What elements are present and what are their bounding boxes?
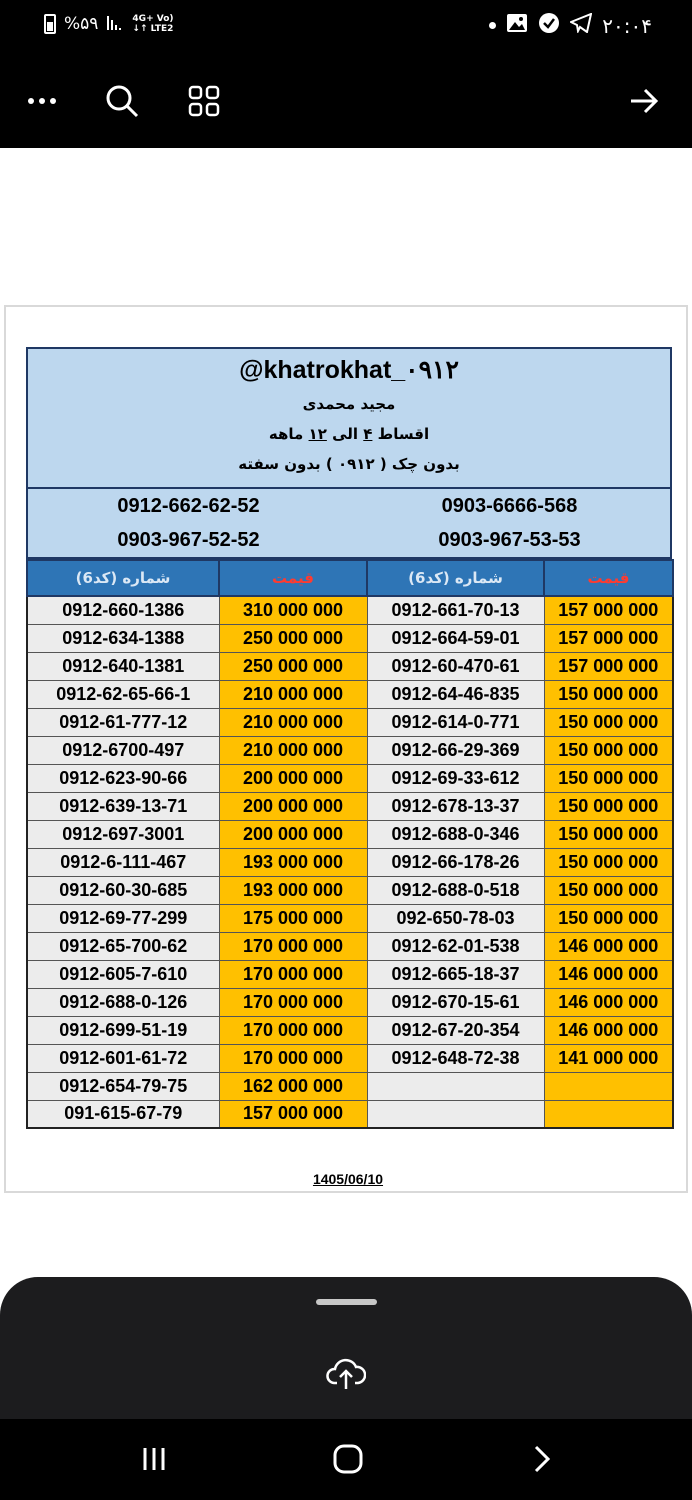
signal-icon: [106, 14, 124, 34]
sheet-header: [26, 347, 672, 487]
contact-number: 0912-662-62-52: [117, 495, 260, 517]
table-row: [27, 596, 673, 624]
table-row: [27, 932, 673, 960]
table-row: [27, 904, 673, 932]
column-header-price: قیمت: [219, 560, 367, 596]
navigation-bar: [0, 1419, 692, 1500]
table-header-row: [27, 560, 673, 596]
sheet-date: 1405/06/10: [312, 1171, 384, 1187]
cell-price: 193 000 000: [219, 876, 367, 904]
cell-price: 200 000 000: [219, 764, 367, 792]
clock-time: ۲۰:۰۴: [602, 13, 652, 38]
battery-level: %۵۹: [64, 14, 99, 34]
cell-number: 0912-614-0-771: [367, 708, 544, 736]
table-row: [27, 820, 673, 848]
cell-number: 0912-67-20-354: [367, 1016, 544, 1044]
cell-price: 150 000 000: [544, 792, 673, 820]
cell-number: 0912-665-18-37: [367, 960, 544, 988]
cell-number: 0912-670-15-61: [367, 988, 544, 1016]
telegram-icon: [570, 13, 592, 38]
table-row: [27, 1016, 673, 1044]
cell-number: 0912-6-111-467: [27, 848, 219, 876]
installments-mid: الی: [326, 425, 364, 443]
network-top: 4G+ Vo): [132, 14, 174, 24]
cell-price: 210 000 000: [219, 708, 367, 736]
contact-number: 0903-6666-568: [441, 495, 578, 517]
cell-number: 0912-639-13-71: [27, 792, 219, 820]
shield-check-icon: [538, 12, 560, 39]
search-icon[interactable]: [102, 81, 142, 121]
cell-number: 0912-601-61-72: [27, 1044, 219, 1072]
cell-number: 0912-623-90-66: [27, 764, 219, 792]
cell-price: 200 000 000: [219, 792, 367, 820]
cell-number: 0912-634-1388: [27, 624, 219, 652]
table-row: [27, 680, 673, 708]
table-row: [27, 960, 673, 988]
cell-price: [544, 1072, 673, 1100]
cell-number: 0912-69-33-612: [367, 764, 544, 792]
cell-price: 170 000 000: [219, 960, 367, 988]
network-indicator: [132, 14, 173, 34]
cell-price: 310 000 000: [219, 596, 367, 624]
recents-icon[interactable]: [134, 1441, 174, 1477]
cell-price: 210 000 000: [219, 680, 367, 708]
home-icon[interactable]: [328, 1441, 368, 1477]
table-row: [27, 764, 673, 792]
cell-number: 0912-661-70-13: [367, 596, 544, 624]
installments-min: ۴: [363, 425, 373, 443]
cell-price: 146 000 000: [544, 932, 673, 960]
column-header-number: شماره (کد6): [27, 560, 219, 596]
cell-price: 141 000 000: [544, 1044, 673, 1072]
cell-price: 150 000 000: [544, 820, 673, 848]
cell-number: [367, 1072, 544, 1100]
cell-price: 150 000 000: [544, 764, 673, 792]
terms-line: بدون چک ( ۰۹۱۲ ) بدون سفته: [238, 455, 460, 473]
cell-price: 150 000 000: [544, 708, 673, 736]
table-row: [27, 736, 673, 764]
cell-price: 170 000 000: [219, 1044, 367, 1072]
cell-price: 150 000 000: [544, 680, 673, 708]
table-row: [27, 1044, 673, 1072]
image-preview[interactable]: [4, 305, 688, 1193]
cell-price: 157 000 000: [544, 596, 673, 624]
upload-cloud-icon[interactable]: [326, 1357, 366, 1395]
cell-price: 157 000 000: [219, 1100, 367, 1128]
status-left: [44, 14, 174, 34]
cell-number: 091-615-67-79: [27, 1100, 219, 1128]
drag-handle[interactable]: [316, 1299, 377, 1305]
cell-number: 092-650-78-03: [367, 904, 544, 932]
forward-arrow-icon[interactable]: [624, 81, 664, 121]
cell-price: 200 000 000: [219, 820, 367, 848]
cell-number: 0912-664-59-01: [367, 624, 544, 652]
table-row: [27, 1100, 673, 1128]
viewer-toolbar: [0, 55, 692, 148]
contact-number: 0903-967-52-52: [117, 529, 260, 551]
cell-number: 0912-61-777-12: [27, 708, 219, 736]
cell-price: 175 000 000: [219, 904, 367, 932]
table-row: [27, 708, 673, 736]
telegram-handle: @khatrokhat_۰۹۱۲: [239, 356, 459, 384]
cell-price: [544, 1100, 673, 1128]
seller-name: مجید محمدی: [302, 395, 396, 413]
cell-price: 193 000 000: [219, 848, 367, 876]
cell-number: 0912-697-3001: [27, 820, 219, 848]
cell-price: 146 000 000: [544, 960, 673, 988]
cell-number: 0912-688-0-518: [367, 876, 544, 904]
cell-price: 146 000 000: [544, 1016, 673, 1044]
cell-number: 0912-66-29-369: [367, 736, 544, 764]
gallery-icon: [506, 13, 528, 38]
cell-price: 157 000 000: [544, 624, 673, 652]
price-sheet: [26, 347, 672, 1129]
cell-number: 0912-69-77-299: [27, 904, 219, 932]
column-header-price: قیمت: [544, 560, 673, 596]
status-bar: [0, 0, 692, 55]
cell-number: 0912-699-51-19: [27, 1016, 219, 1044]
table-body: [27, 596, 673, 1128]
cell-number: 0912-660-1386: [27, 596, 219, 624]
cell-number: [367, 1100, 544, 1128]
bottom-sheet: [0, 1277, 692, 1419]
cell-number: 0912-62-65-66-1: [27, 680, 219, 708]
column-header-number: شماره (کد6): [367, 560, 544, 596]
cell-price: 250 000 000: [219, 624, 367, 652]
installments-line: [28, 419, 670, 449]
cell-number: 0912-640-1381: [27, 652, 219, 680]
cell-price: 170 000 000: [219, 932, 367, 960]
cell-number: 0912-64-46-835: [367, 680, 544, 708]
installments-pre: اقساط: [372, 425, 430, 443]
dot-icon: [489, 22, 496, 29]
cell-number: 0912-62-01-538: [367, 932, 544, 960]
table-row: [27, 1072, 673, 1100]
cell-number: 0912-66-178-26: [367, 848, 544, 876]
cell-number: 0912-65-700-62: [27, 932, 219, 960]
cell-price: 162 000 000: [219, 1072, 367, 1100]
cell-price: 210 000 000: [219, 736, 367, 764]
cell-price: 157 000 000: [544, 652, 673, 680]
cell-price: 146 000 000: [544, 988, 673, 1016]
installments-post: ماهه: [268, 425, 309, 443]
grid-icon[interactable]: [184, 81, 224, 121]
status-right: [489, 12, 652, 39]
cell-price: 150 000 000: [544, 736, 673, 764]
contact-numbers: [26, 487, 672, 559]
cell-price: 150 000 000: [544, 848, 673, 876]
cell-price: 150 000 000: [544, 876, 673, 904]
back-icon[interactable]: [522, 1441, 562, 1477]
network-bottom: ↓↑ LTE2: [132, 24, 174, 34]
more-icon[interactable]: [22, 81, 62, 121]
cell-price: 250 000 000: [219, 652, 367, 680]
cell-number: 0912-605-7-610: [27, 960, 219, 988]
cell-number: 0912-688-0-346: [367, 820, 544, 848]
price-table: [26, 559, 674, 1129]
table-row: [27, 652, 673, 680]
cell-number: 0912-654-79-75: [27, 1072, 219, 1100]
cell-number: 0912-688-0-126: [27, 988, 219, 1016]
table-row: [27, 876, 673, 904]
cell-number: 0912-60-470-61: [367, 652, 544, 680]
cell-price: 150 000 000: [544, 904, 673, 932]
cell-number: 0912-648-72-38: [367, 1044, 544, 1072]
table-row: [27, 624, 673, 652]
cell-price: 170 000 000: [219, 1016, 367, 1044]
cell-number: 0912-6700-497: [27, 736, 219, 764]
table-row: [27, 848, 673, 876]
cell-number: 0912-678-13-37: [367, 792, 544, 820]
table-row: [27, 792, 673, 820]
installments-max: ۱۲: [308, 425, 327, 443]
cell-number: 0912-60-30-685: [27, 876, 219, 904]
battery-icon: [44, 14, 56, 34]
contact-number: 0903-967-53-53: [438, 529, 581, 551]
table-row: [27, 988, 673, 1016]
cell-price: 170 000 000: [219, 988, 367, 1016]
